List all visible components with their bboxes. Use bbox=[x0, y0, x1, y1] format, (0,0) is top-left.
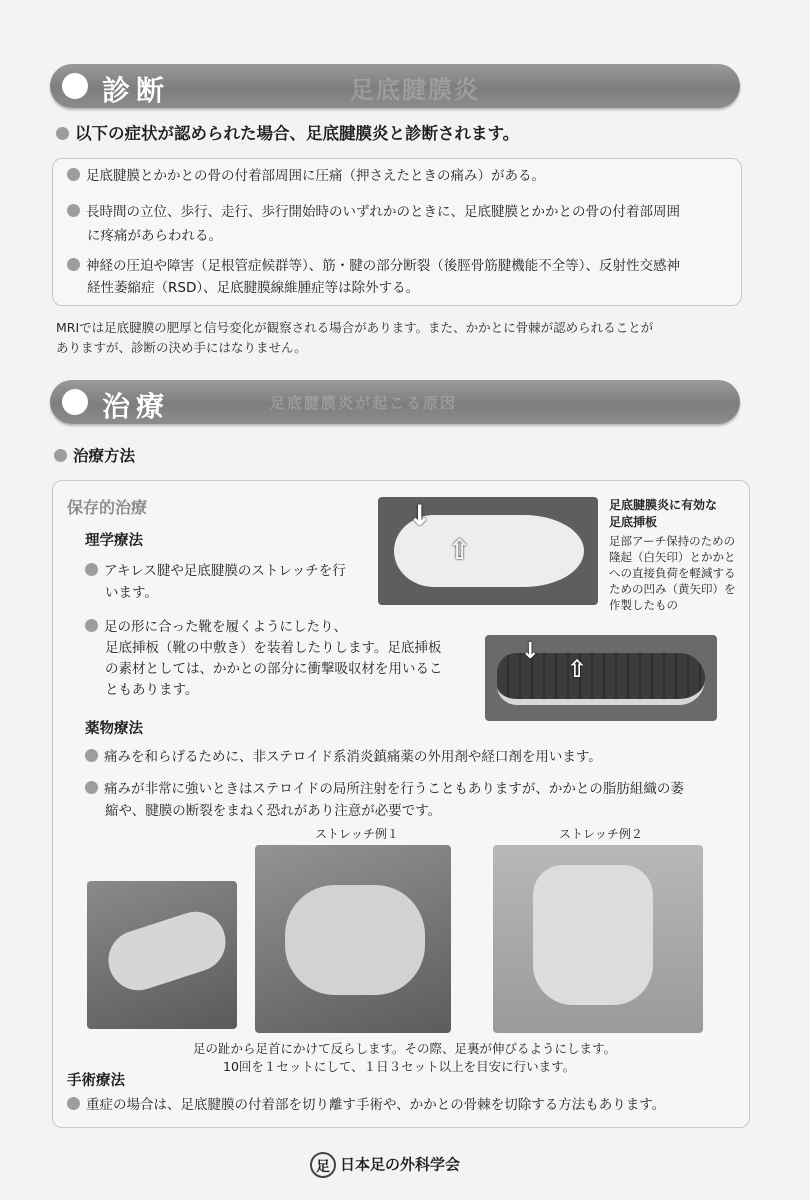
bullet-dot-icon bbox=[56, 127, 69, 140]
conservative-heading: 保存的治療 bbox=[67, 498, 148, 517]
criteria-item-3: 神経の圧迫や障害（足根管症候群等）、筋・腱の部分断裂（後脛骨筋腱機能不全等）、反射性交感神 bbox=[67, 255, 680, 277]
insole-caption-line3: への直接負荷を軽減する bbox=[609, 566, 736, 580]
surgery-heading: 手術療法 bbox=[67, 1073, 125, 1089]
society-name: 日本足の外科学会 bbox=[340, 1155, 461, 1174]
drug-item-2-cont: 縮や、腱膜の断裂をまねく恐れがあり注意が必要です。 bbox=[105, 803, 442, 819]
bullet-circle-icon bbox=[62, 389, 88, 415]
up-arrow-icon: ⇧ bbox=[448, 533, 472, 566]
criteria-item-3-cont: 経性萎縮症（RSD）、足底腱膜線維腫症等は除外する。 bbox=[87, 280, 420, 296]
physical-item-1: アキレス腱や足底腱膜のストレッチを行 bbox=[85, 561, 346, 582]
drug-therapy-heading: 薬物療法 bbox=[85, 721, 143, 737]
stretch-example-1-label: ストレッチ例１ bbox=[315, 827, 399, 841]
insole-caption-title2: 足底挿板 bbox=[609, 515, 658, 529]
insole-caption-title1: 足底腱膜炎に有効な bbox=[609, 498, 718, 512]
bullet-dot-icon bbox=[85, 781, 98, 794]
foot-shape bbox=[285, 885, 425, 995]
stretch-caption-line2: 10回を１セットにして、１日３セット以上を目安に行います。 bbox=[223, 1059, 576, 1074]
bullet-dot-icon bbox=[85, 563, 98, 576]
diagnosis-criteria-box bbox=[52, 158, 742, 306]
white-arrow-icon: ↓ bbox=[521, 639, 540, 664]
criteria-item-1: 足底腱膜とかかとの骨の付着部周囲に圧痛（押さえたときの痛み）がある。 bbox=[67, 165, 545, 187]
insole-caption-line4: ための凹み（黄矢印）を bbox=[609, 582, 736, 596]
physical-item-2-line4: ともあります。 bbox=[105, 682, 199, 698]
white-arrow-icon: ↓ bbox=[408, 499, 432, 532]
bullet-dot-icon bbox=[85, 749, 98, 762]
treatment-title: 治療 bbox=[102, 390, 171, 423]
physical-item-2-line3: の素材としては、かかとの部分に衝撃吸収材を用いるこ bbox=[105, 661, 443, 677]
insole-photo-2 bbox=[485, 635, 717, 721]
up-arrow-icon: ⇧ bbox=[567, 655, 588, 683]
stretch-example-2-label: ストレッチ例２ bbox=[559, 827, 643, 841]
footer bbox=[310, 1152, 460, 1178]
bullet-dot-icon bbox=[67, 258, 80, 271]
surgery-item: 重症の場合は、足底腱膜の付着部を切り離す手術や、かかとの骨棘を切除する方法もあります。 bbox=[67, 1095, 665, 1116]
mri-note-line1: MRIでは足底腱膜の肥厚と信号変化が観察される場合があります。また、かかとに骨棘が認められることが bbox=[56, 320, 654, 335]
criteria-item-2-cont: に疼痛があらわれる。 bbox=[87, 228, 222, 244]
diagnosis-title: 診断 bbox=[102, 74, 171, 107]
heel-shape bbox=[533, 865, 653, 1005]
bullet-dot-icon bbox=[54, 449, 67, 462]
insole-caption-line2: 隆起（白矢印）とかかと bbox=[609, 550, 736, 564]
drug-item-1: 痛みを和らげるために、非ステロイド系消炎鎮痛薬の外用剤や経口剤を用います。 bbox=[85, 747, 602, 768]
treatment-section-bar bbox=[50, 380, 740, 424]
physical-therapy-heading: 理学療法 bbox=[85, 533, 143, 549]
bullet-circle-icon bbox=[62, 73, 88, 99]
bullet-dot-icon bbox=[67, 1097, 80, 1110]
hand-shape bbox=[101, 904, 234, 998]
insole-photo-1 bbox=[378, 497, 598, 605]
bullet-dot-icon bbox=[67, 168, 80, 181]
diagnosis-intro: 以下の症状が認められた場合、足底腱膜炎と診断されます。 bbox=[56, 120, 519, 144]
treatment-method-heading: 治療方法 bbox=[54, 444, 135, 466]
stretch-photo-1a bbox=[87, 881, 237, 1029]
society-logo-icon: 足 bbox=[310, 1152, 336, 1178]
stretch-photo-2 bbox=[493, 845, 703, 1033]
physical-item-2: 足の形に合った靴を履くようにしたり、 bbox=[85, 617, 347, 638]
insole-caption-line5: 作製したもの bbox=[609, 598, 678, 612]
stretch-photo-1b bbox=[255, 845, 451, 1033]
physical-item-1-cont: います。 bbox=[105, 585, 158, 601]
mri-note-line2: ありますが、診断の決め手にはなりません。 bbox=[56, 340, 307, 355]
physical-item-2-line2: 足底挿板（靴の中敷き）を装着したりします。足底挿板 bbox=[105, 640, 442, 656]
drug-item-2: 痛みが非常に強いときはステロイドの局所注射を行うこともありますが、かかとの脂肪組織の萎 bbox=[85, 779, 684, 800]
bullet-dot-icon bbox=[67, 204, 80, 217]
treatment-box bbox=[52, 480, 750, 1128]
diagnosis-faint-title: 足底腱膜炎 bbox=[350, 76, 480, 104]
stretch-caption-line1: 足の趾から足首にかけて反らします。その際、足裏が伸びるようにします。 bbox=[193, 1041, 617, 1056]
criteria-item-2: 長時間の立位、歩行、走行、歩行開始時のいずれかのときに、足底腱膜とかかとの骨の付着部周囲 bbox=[67, 201, 680, 223]
diagnosis-section-bar bbox=[50, 64, 740, 108]
bullet-dot-icon bbox=[85, 619, 98, 632]
treatment-faint-title: 足底腱膜炎が起こる原因 bbox=[270, 394, 458, 412]
insole-caption-line1: 足部アーチ保持のための bbox=[609, 534, 736, 548]
